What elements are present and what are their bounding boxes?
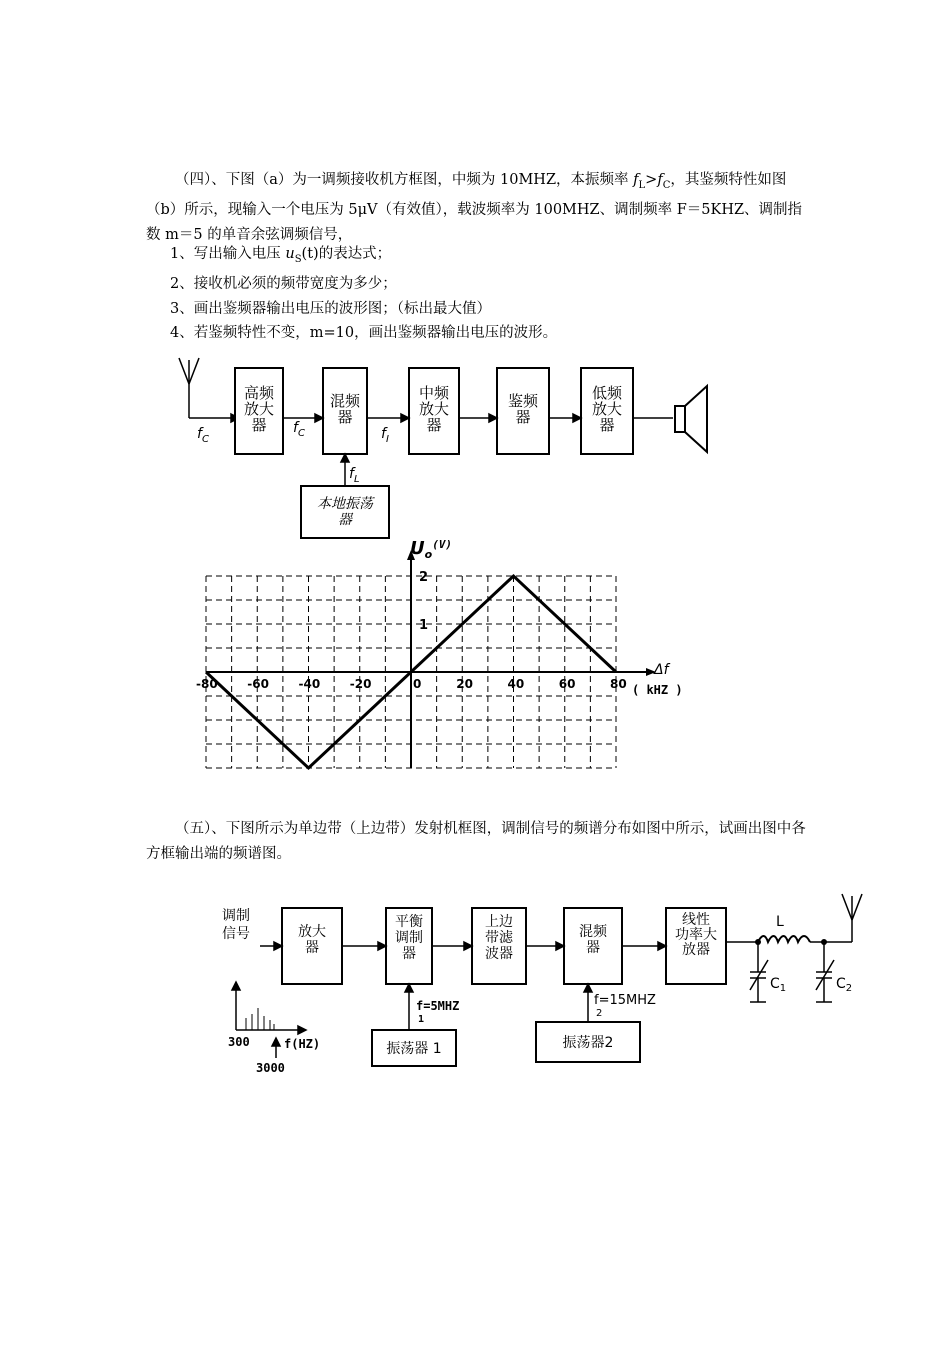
x-tick-label: -20 (349, 677, 372, 691)
x-tick-label: -40 (298, 677, 321, 691)
local-osc-label: 本地振荡器 (317, 496, 373, 528)
y-tick-label: 2 (419, 570, 429, 585)
if-amp-label: 中频放大器 (418, 384, 450, 434)
x-tick-label: -60 (247, 677, 269, 691)
x-tick-label: 20 (456, 677, 473, 691)
c2-label: $C_2$ (836, 976, 853, 994)
y-tick-label: 1 (419, 618, 429, 633)
question-item-2: 2、接收机必须的频带宽度为多少； (170, 276, 397, 293)
question-item-4: 4、若鉴频特性不变，m=10，画出鉴频器输出电压的波形。 (170, 325, 558, 342)
f1-label: f=5MHZ (416, 999, 460, 1013)
x-tick-label: -80 (196, 677, 218, 691)
inductor-icon (758, 936, 810, 942)
spectrum-axis-label: f(HZ) (284, 1037, 321, 1051)
osc2-label: 振荡器2 (562, 1035, 614, 1051)
x-tick-label: 40 (507, 677, 525, 691)
linear-pa-label: 线性功率大放器 (675, 912, 717, 958)
transmitter-block-diagram (210, 880, 872, 1080)
x-axis-label: Δf (654, 662, 669, 678)
antenna-icon (179, 358, 239, 422)
x-tick-label: 60 (558, 677, 576, 691)
y-axis-label: $U_o^{(V)}$ (410, 540, 453, 561)
osc1-label: 振荡器 1 (386, 1041, 442, 1057)
section5-paragraph: （五）、下图所示为单边带（上边带）发射机框图，调制信号的频谱分布如图中所示，试画出图中各方框输出端的频谱图。 (146, 821, 806, 862)
f1-sub: 1 (418, 1014, 425, 1025)
x-tick-label: 0 (413, 677, 422, 691)
question-item-1: 1、写出输入电压 $u_S(t)$的表达式； (170, 246, 392, 265)
speaker-icon (675, 386, 707, 452)
f2-sub: 2 (596, 1008, 603, 1019)
x-axis-unit: ( kHZ ) (632, 683, 683, 697)
receiver-block-diagram (163, 346, 719, 542)
input-label: 调制信号 (222, 908, 250, 942)
question-list (170, 242, 557, 346)
mixer-label: 混频器 (329, 392, 361, 426)
af-amp-label: 低频放大器 (591, 384, 623, 434)
f2-label: f=15MHZ (594, 993, 656, 1008)
spectrum-high-label: 3000 (256, 1061, 285, 1075)
fl-label: $f_L$ (349, 466, 360, 485)
capacitor-c2-icon (816, 960, 834, 1002)
discriminator-label: 鉴频器 (507, 392, 539, 426)
section4-paragraph: （四）、下图（a）为一调频接收机方框图，中频为 10MHZ，本振频率 $f_L>f_C$，其鉴频特性如图（b）所示，现输入一个电压为 5μV（有效值），载波频率为 100MHZ、调制频率 F＝5KHZ、调制指数 m＝5 的单音余弦调频信号， (146, 172, 803, 243)
fc-label-2: $f_C$ (293, 420, 305, 439)
discriminator-chart (196, 540, 696, 776)
spectrum-low-label: 300 (228, 1035, 250, 1049)
rf-amp-label: 高频放大器 (243, 384, 275, 434)
amp-label: 放大器 (298, 924, 326, 956)
x-tick-label: 80 (610, 677, 627, 691)
balanced-mod-label: 平衡调制器 (395, 914, 423, 962)
capacitor-c1-icon (750, 960, 768, 1002)
usb-filter-label: 上边带滤波器 (485, 914, 513, 962)
inductor-label: L (776, 914, 784, 930)
question-item-3: 3、画出鉴频器输出电压的波形图；（标出最大值） (170, 300, 491, 317)
fc-label-1: $f_C$ (197, 426, 209, 445)
c1-label: $C_1$ (770, 976, 787, 994)
fi-label: $f_I$ (381, 426, 389, 445)
tx-mixer-label: 混频器 (579, 924, 607, 956)
